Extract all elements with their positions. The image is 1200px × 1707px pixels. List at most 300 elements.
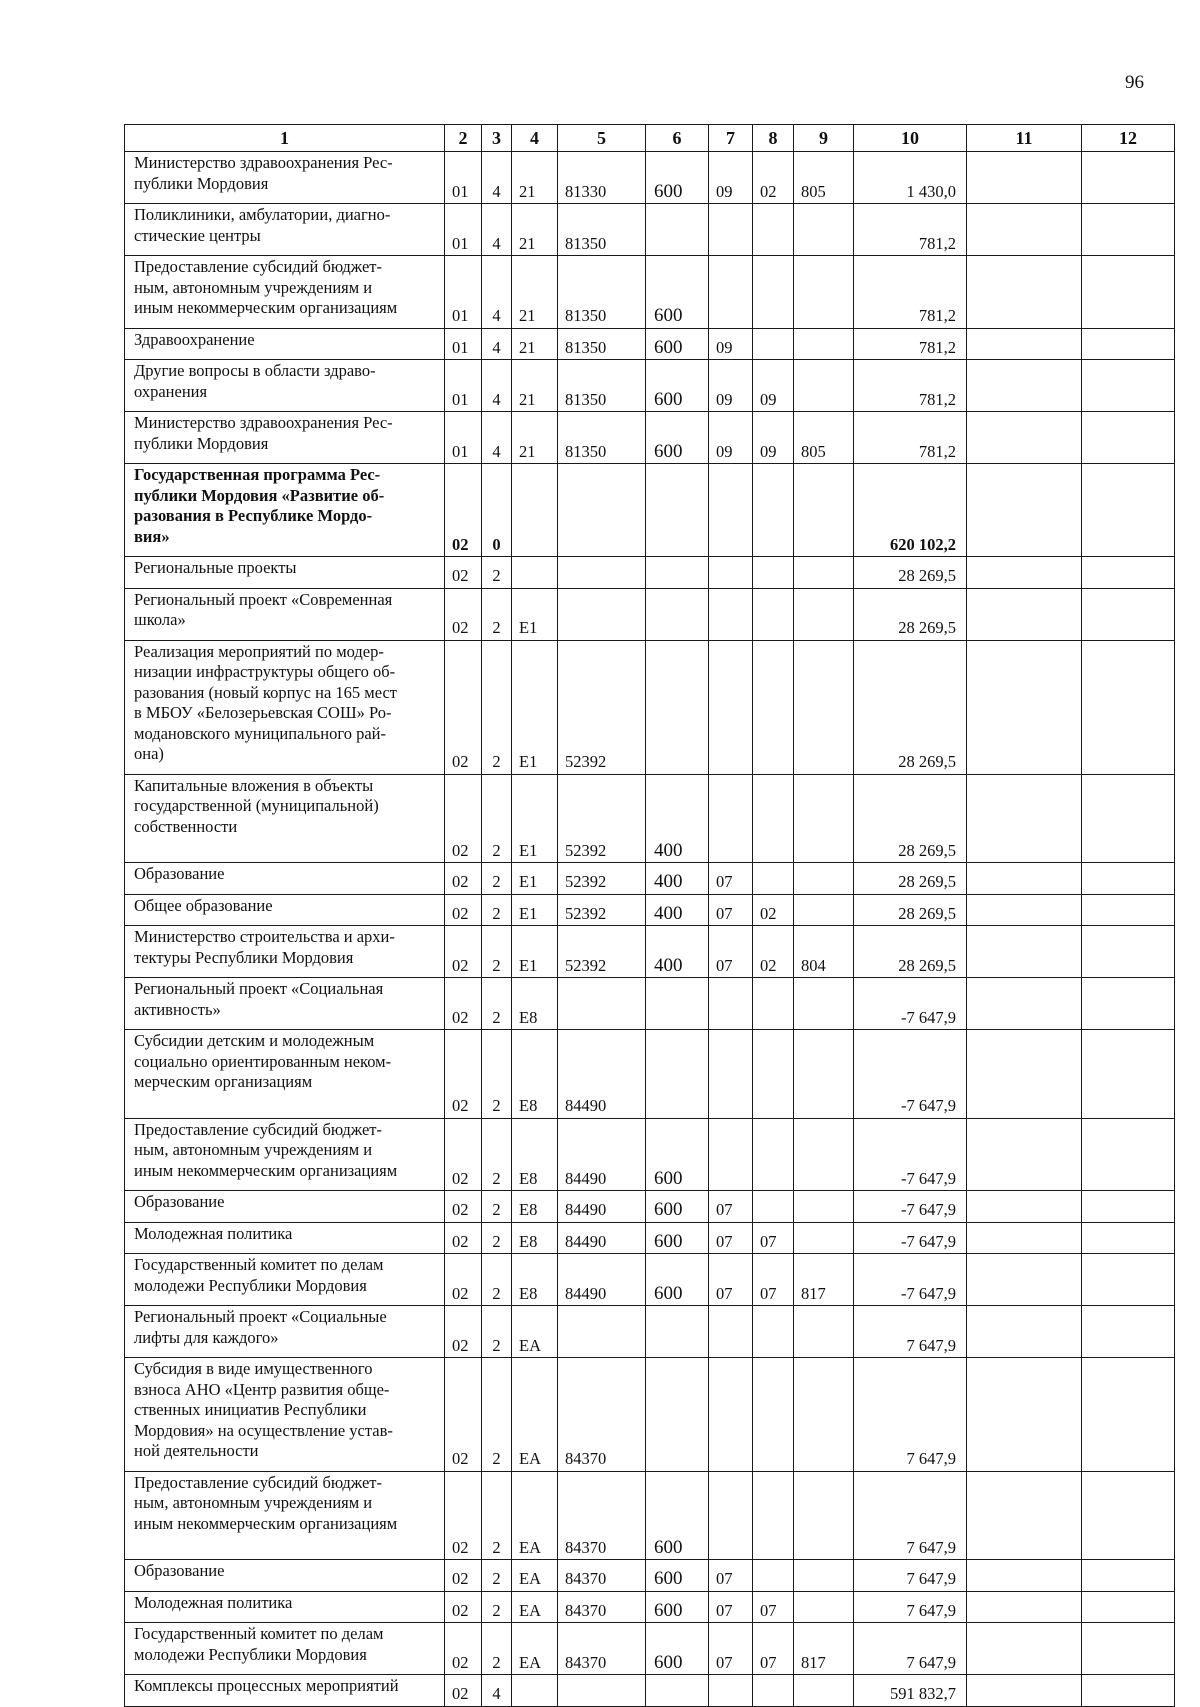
cell-col-8 <box>753 1030 794 1119</box>
cell-col-5: 84370 <box>558 1471 646 1560</box>
row-name-line: разования (новый корпус на 165 мест <box>134 682 397 702</box>
cell-col-2: 02 <box>445 863 482 895</box>
cell-col-6: 600 <box>646 256 709 329</box>
budget-table <box>124 124 1175 1707</box>
cell-col-9 <box>794 1306 854 1358</box>
column-header-3: 3 <box>482 125 512 152</box>
cell-col-12 <box>1082 328 1175 360</box>
cell-col-8 <box>753 256 794 329</box>
cell-col-6 <box>646 1306 709 1358</box>
cell-col-7 <box>709 774 753 863</box>
cell-col-2: 02 <box>445 1560 482 1592</box>
cell-col-9 <box>794 978 854 1030</box>
cell-col-9 <box>794 360 854 412</box>
table-row <box>125 1591 1175 1623</box>
cell-col-3: 2 <box>482 1623 512 1675</box>
cell-col-5 <box>558 978 646 1030</box>
cell-col-5: 84490 <box>558 1254 646 1306</box>
cell-col-8: 09 <box>753 412 794 464</box>
cell-col-2: 01 <box>445 360 482 412</box>
row-name-line: Поликлиники, амбулатории, диагно- <box>134 205 391 224</box>
cell-col-9: 804 <box>794 926 854 978</box>
cell-col-7: 07 <box>709 1191 753 1223</box>
cell-col-11 <box>967 978 1082 1030</box>
table-row <box>125 1191 1175 1223</box>
cell-col-10: 7 647,9 <box>854 1560 967 1592</box>
cell-col-9: 805 <box>794 412 854 464</box>
cell-col-12 <box>1082 588 1175 640</box>
cell-col-4: 21 <box>512 412 558 464</box>
cell-col-4: EA <box>512 1591 558 1623</box>
cell-col-11 <box>967 894 1082 926</box>
table-row <box>125 774 1175 863</box>
cell-col-8: 02 <box>753 926 794 978</box>
row-name-line: социально ориентированным неком- <box>134 1051 392 1071</box>
cell-col-4: E8 <box>512 1191 558 1223</box>
cell-col-3: 2 <box>482 1118 512 1191</box>
table-row <box>125 1118 1175 1191</box>
cell-col-10: -7 647,9 <box>854 1030 967 1119</box>
cell-col-12 <box>1082 557 1175 589</box>
cell-col-10: 28 269,5 <box>854 640 967 774</box>
cell-col-7 <box>709 557 753 589</box>
cell-col-11 <box>967 1030 1082 1119</box>
cell-col-3: 2 <box>482 640 512 774</box>
cell-col-10: 28 269,5 <box>854 774 967 863</box>
cell-col-10: 7 647,9 <box>854 1591 967 1623</box>
row-name-line: ным, автономным учреждениям и <box>134 1140 373 1159</box>
cell-col-7: 07 <box>709 1222 753 1254</box>
row-name-cell <box>125 588 445 640</box>
cell-col-2: 02 <box>445 1591 482 1623</box>
cell-col-3: 4 <box>482 328 512 360</box>
row-name-line: Региональный проект «Социальная <box>134 979 384 998</box>
cell-col-11 <box>967 1118 1082 1191</box>
page-number: 96 <box>1125 72 1144 93</box>
cell-col-5: 52392 <box>558 774 646 863</box>
cell-col-11 <box>967 204 1082 256</box>
cell-col-11 <box>967 1471 1082 1560</box>
row-name-line: Образование <box>134 1561 225 1580</box>
cell-col-4: E8 <box>512 1030 558 1119</box>
cell-col-5: 81350 <box>558 360 646 412</box>
cell-col-11 <box>967 1560 1082 1592</box>
cell-col-9 <box>794 1591 854 1623</box>
row-name-cell <box>125 360 445 412</box>
row-name-line: Образование <box>134 864 225 883</box>
row-name-cell <box>125 774 445 863</box>
row-name-line: тектуры Республики Мордовия <box>134 947 354 967</box>
cell-col-8 <box>753 1191 794 1223</box>
cell-col-9 <box>794 256 854 329</box>
row-name-line: Региональный проект «Современная <box>134 589 393 609</box>
cell-col-3: 2 <box>482 557 512 589</box>
cell-col-12 <box>1082 1222 1175 1254</box>
cell-col-10: 7 647,9 <box>854 1358 967 1472</box>
cell-col-8: 07 <box>753 1623 794 1675</box>
cell-col-9: 817 <box>794 1254 854 1306</box>
cell-col-3: 2 <box>482 1222 512 1254</box>
cell-col-3: 2 <box>482 1358 512 1472</box>
cell-col-5: 84490 <box>558 1118 646 1191</box>
column-header-2: 2 <box>445 125 482 152</box>
column-header-8: 8 <box>753 125 794 152</box>
cell-col-2: 02 <box>445 1254 482 1306</box>
cell-col-4: E8 <box>512 1118 558 1191</box>
cell-col-7 <box>709 1675 753 1707</box>
cell-col-7: 07 <box>709 863 753 895</box>
cell-col-3: 2 <box>482 1254 512 1306</box>
cell-col-3: 2 <box>482 863 512 895</box>
table-row <box>125 978 1175 1030</box>
cell-col-5 <box>558 557 646 589</box>
cell-col-12 <box>1082 152 1175 204</box>
cell-col-5: 81350 <box>558 412 646 464</box>
row-name-line: публики Мордовия <box>134 433 269 453</box>
row-name-cell <box>125 1675 445 1707</box>
cell-col-7 <box>709 256 753 329</box>
cell-col-9 <box>794 464 854 557</box>
cell-col-4: E1 <box>512 588 558 640</box>
row-name-line: Региональные проекты <box>134 558 297 577</box>
cell-col-6 <box>646 640 709 774</box>
row-name-cell <box>125 557 445 589</box>
row-name-cell <box>125 1306 445 1358</box>
cell-col-3: 0 <box>482 464 512 557</box>
cell-col-7: 09 <box>709 152 753 204</box>
cell-col-6: 600 <box>646 1560 709 1592</box>
cell-col-4 <box>512 557 558 589</box>
cell-col-5: 52392 <box>558 640 646 774</box>
row-name-line: охранения <box>134 381 208 401</box>
row-name-line: ственных инициатив Республики <box>134 1400 367 1419</box>
row-name-cell <box>125 1222 445 1254</box>
cell-col-11 <box>967 464 1082 557</box>
row-name-line: вия» <box>134 526 170 546</box>
cell-col-12 <box>1082 640 1175 774</box>
cell-col-10: 781,2 <box>854 328 967 360</box>
row-name-cell <box>125 1191 445 1223</box>
cell-col-5: 81350 <box>558 328 646 360</box>
cell-col-4: 21 <box>512 204 558 256</box>
cell-col-3: 4 <box>482 256 512 329</box>
row-name-line: молодежи Республики Мордовия <box>134 1644 367 1664</box>
cell-col-4: EA <box>512 1471 558 1560</box>
table-row <box>125 412 1175 464</box>
cell-col-10: 781,2 <box>854 256 967 329</box>
cell-col-11 <box>967 412 1082 464</box>
cell-col-12 <box>1082 360 1175 412</box>
column-header-10: 10 <box>854 125 967 152</box>
cell-col-2: 02 <box>445 1675 482 1707</box>
row-name-line: Государственный комитет по делам <box>134 1624 384 1643</box>
row-name-cell <box>125 863 445 895</box>
cell-col-12 <box>1082 978 1175 1030</box>
row-name-line: собственности <box>134 816 238 836</box>
cell-col-8: 07 <box>753 1254 794 1306</box>
cell-col-12 <box>1082 1191 1175 1223</box>
cell-col-5: 84490 <box>558 1191 646 1223</box>
cell-col-7: 09 <box>709 328 753 360</box>
cell-col-3: 2 <box>482 774 512 863</box>
cell-col-11 <box>967 774 1082 863</box>
cell-col-10: -7 647,9 <box>854 1254 967 1306</box>
row-name-line: стические центры <box>134 225 261 245</box>
row-name-line: лифты для каждого» <box>134 1327 279 1347</box>
cell-col-2: 02 <box>445 1191 482 1223</box>
cell-col-12 <box>1082 1254 1175 1306</box>
cell-col-4 <box>512 464 558 557</box>
table-row <box>125 204 1175 256</box>
table-row <box>125 152 1175 204</box>
cell-col-4: E8 <box>512 978 558 1030</box>
cell-col-10: 28 269,5 <box>854 926 967 978</box>
cell-col-6: 600 <box>646 1591 709 1623</box>
cell-col-4: 21 <box>512 256 558 329</box>
cell-col-7 <box>709 204 753 256</box>
cell-col-7 <box>709 1118 753 1191</box>
cell-col-3: 2 <box>482 1191 512 1223</box>
row-name-line: Молодежная политика <box>134 1223 293 1243</box>
cell-col-7: 07 <box>709 926 753 978</box>
cell-col-6: 600 <box>646 152 709 204</box>
cell-col-5: 84370 <box>558 1623 646 1675</box>
column-header-4: 4 <box>512 125 558 152</box>
row-name-line: иным некоммерческим организациям <box>134 298 398 317</box>
cell-col-9 <box>794 1030 854 1119</box>
row-name-line: публики Мордовия <box>134 173 269 193</box>
cell-col-5 <box>558 1675 646 1707</box>
cell-col-12 <box>1082 412 1175 464</box>
cell-col-5: 81350 <box>558 204 646 256</box>
cell-col-10: 7 647,9 <box>854 1623 967 1675</box>
cell-col-2: 01 <box>445 412 482 464</box>
cell-col-6: 600 <box>646 1118 709 1191</box>
row-name-cell <box>125 926 445 978</box>
row-name-line: Молодежная политика <box>134 1592 293 1612</box>
cell-col-8: 02 <box>753 894 794 926</box>
row-name-cell <box>125 412 445 464</box>
column-header-1: 1 <box>125 125 445 152</box>
cell-col-8: 07 <box>753 1222 794 1254</box>
cell-col-5: 84490 <box>558 1222 646 1254</box>
cell-col-3: 2 <box>482 1560 512 1592</box>
table-row <box>125 360 1175 412</box>
table-row <box>125 1560 1175 1592</box>
cell-col-10: -7 647,9 <box>854 978 967 1030</box>
row-name-line: иным некоммерческим организациям <box>134 1513 398 1533</box>
cell-col-4: 21 <box>512 328 558 360</box>
row-name-cell <box>125 464 445 557</box>
row-name-line: ным, автономным учреждениям и <box>134 277 373 297</box>
cell-col-9 <box>794 774 854 863</box>
cell-col-2: 02 <box>445 1358 482 1472</box>
cell-col-7 <box>709 1358 753 1472</box>
cell-col-5: 84370 <box>558 1591 646 1623</box>
cell-col-12 <box>1082 863 1175 895</box>
cell-col-6: 400 <box>646 863 709 895</box>
cell-col-7: 07 <box>709 1560 753 1592</box>
cell-col-6: 400 <box>646 894 709 926</box>
cell-col-5: 84490 <box>558 1030 646 1119</box>
cell-col-10: 28 269,5 <box>854 557 967 589</box>
cell-col-2: 01 <box>445 328 482 360</box>
row-name-line: Здравоохранение <box>134 329 255 349</box>
row-name-line: она) <box>134 744 164 763</box>
cell-col-11 <box>967 1623 1082 1675</box>
cell-col-11 <box>967 152 1082 204</box>
cell-col-12 <box>1082 926 1175 978</box>
table-body <box>125 152 1175 1707</box>
cell-col-8 <box>753 640 794 774</box>
header-row <box>125 125 1175 152</box>
cell-col-11 <box>967 588 1082 640</box>
cell-col-12 <box>1082 256 1175 329</box>
cell-col-10: -7 647,9 <box>854 1222 967 1254</box>
cell-col-10: 28 269,5 <box>854 863 967 895</box>
row-name-cell <box>125 1358 445 1472</box>
cell-col-10: 7 647,9 <box>854 1471 967 1560</box>
column-header-7: 7 <box>709 125 753 152</box>
table-row <box>125 926 1175 978</box>
cell-col-4: E8 <box>512 1222 558 1254</box>
table-row <box>125 1306 1175 1358</box>
cell-col-6 <box>646 1675 709 1707</box>
cell-col-4: EA <box>512 1358 558 1472</box>
cell-col-7: 07 <box>709 1591 753 1623</box>
cell-col-2: 02 <box>445 1306 482 1358</box>
table-row <box>125 894 1175 926</box>
row-name-line: низации инфраструктуры общего об- <box>134 662 396 681</box>
row-name-line: Предоставление субсидий бюджет- <box>134 257 382 276</box>
cell-col-6: 600 <box>646 360 709 412</box>
row-name-line: Субсидия в виде имущественного <box>134 1359 373 1378</box>
cell-col-10: 1 430,0 <box>854 152 967 204</box>
cell-col-6: 600 <box>646 1623 709 1675</box>
cell-col-7 <box>709 464 753 557</box>
row-name-cell <box>125 894 445 926</box>
cell-col-8: 02 <box>753 152 794 204</box>
row-name-line: Государственный комитет по делам <box>134 1255 384 1274</box>
cell-col-2: 02 <box>445 640 482 774</box>
cell-col-5: 81350 <box>558 256 646 329</box>
row-name-line: Субсидии детским и молодежным <box>134 1031 375 1050</box>
cell-col-3: 2 <box>482 978 512 1030</box>
cell-col-3: 2 <box>482 1591 512 1623</box>
table-row <box>125 256 1175 329</box>
cell-col-11 <box>967 1358 1082 1472</box>
cell-col-7 <box>709 978 753 1030</box>
row-name-line: Министерство строительства и архи- <box>134 927 395 946</box>
row-name-cell <box>125 328 445 360</box>
row-name-line: ным, автономным учреждениям и <box>134 1493 373 1512</box>
cell-col-12 <box>1082 1118 1175 1191</box>
row-name-line: публики Мордовия «Развитие об- <box>134 485 385 505</box>
cell-col-2: 01 <box>445 152 482 204</box>
cell-col-8 <box>753 1560 794 1592</box>
row-name-line: Капитальные вложения в объекты <box>134 775 374 795</box>
row-name-line: Предоставление субсидий бюджет- <box>134 1119 382 1139</box>
row-name-line: Региональный проект «Социальные <box>134 1307 387 1326</box>
cell-col-10: 781,2 <box>854 360 967 412</box>
cell-col-5: 84370 <box>558 1358 646 1472</box>
cell-col-9 <box>794 1560 854 1592</box>
cell-col-12 <box>1082 1306 1175 1358</box>
cell-col-6 <box>646 978 709 1030</box>
row-name-line: Комплексы процессных мероприятий <box>134 1676 399 1695</box>
cell-col-8 <box>753 774 794 863</box>
table-row <box>125 464 1175 557</box>
cell-col-8 <box>753 1358 794 1472</box>
cell-col-9 <box>794 1118 854 1191</box>
cell-col-6: 600 <box>646 1191 709 1223</box>
row-name-line: Другие вопросы в области здраво- <box>134 361 376 380</box>
cell-col-12 <box>1082 1560 1175 1592</box>
cell-col-8 <box>753 1306 794 1358</box>
cell-col-11 <box>967 1254 1082 1306</box>
row-name-line: Предоставление субсидий бюджет- <box>134 1472 382 1492</box>
cell-col-6 <box>646 204 709 256</box>
cell-col-4 <box>512 1675 558 1707</box>
cell-col-6: 600 <box>646 1254 709 1306</box>
cell-col-9 <box>794 204 854 256</box>
table-row <box>125 1222 1175 1254</box>
cell-col-3: 2 <box>482 926 512 978</box>
cell-col-9 <box>794 863 854 895</box>
row-name-line: Мордовия» на осуществление устав- <box>134 1420 393 1440</box>
cell-col-11 <box>967 557 1082 589</box>
cell-col-10: 28 269,5 <box>854 894 967 926</box>
cell-col-7: 09 <box>709 412 753 464</box>
cell-col-9 <box>794 1358 854 1472</box>
row-name-line: в МБОУ «Белозерьевская СОШ» Ро- <box>134 703 392 722</box>
cell-col-4: E1 <box>512 863 558 895</box>
cell-col-4: EA <box>512 1623 558 1675</box>
cell-col-3: 4 <box>482 360 512 412</box>
column-header-11: 11 <box>967 125 1082 152</box>
row-name-line: модановского муниципального рай- <box>134 723 386 743</box>
cell-col-6: 400 <box>646 774 709 863</box>
table-row <box>125 588 1175 640</box>
row-name-cell <box>125 1118 445 1191</box>
cell-col-8 <box>753 1471 794 1560</box>
cell-col-4: E1 <box>512 926 558 978</box>
column-header-5: 5 <box>558 125 646 152</box>
row-name-line: Государственная программа Рес- <box>134 465 381 484</box>
cell-col-10: -7 647,9 <box>854 1118 967 1191</box>
cell-col-6 <box>646 588 709 640</box>
cell-col-6 <box>646 1030 709 1119</box>
cell-col-5: 52392 <box>558 926 646 978</box>
cell-col-8 <box>753 588 794 640</box>
cell-col-4: EA <box>512 1560 558 1592</box>
cell-col-11 <box>967 328 1082 360</box>
row-name-cell <box>125 1471 445 1560</box>
cell-col-6: 600 <box>646 1471 709 1560</box>
cell-col-2: 01 <box>445 204 482 256</box>
cell-col-3: 4 <box>482 204 512 256</box>
row-name-cell <box>125 256 445 329</box>
cell-col-2: 02 <box>445 774 482 863</box>
cell-col-4: E1 <box>512 774 558 863</box>
cell-col-3: 4 <box>482 412 512 464</box>
cell-col-2: 02 <box>445 1471 482 1560</box>
cell-col-9 <box>794 1471 854 1560</box>
cell-col-6 <box>646 464 709 557</box>
table-row <box>125 557 1175 589</box>
row-name-line: молодежи Республики Мордовия <box>134 1275 367 1295</box>
cell-col-3: 4 <box>482 152 512 204</box>
